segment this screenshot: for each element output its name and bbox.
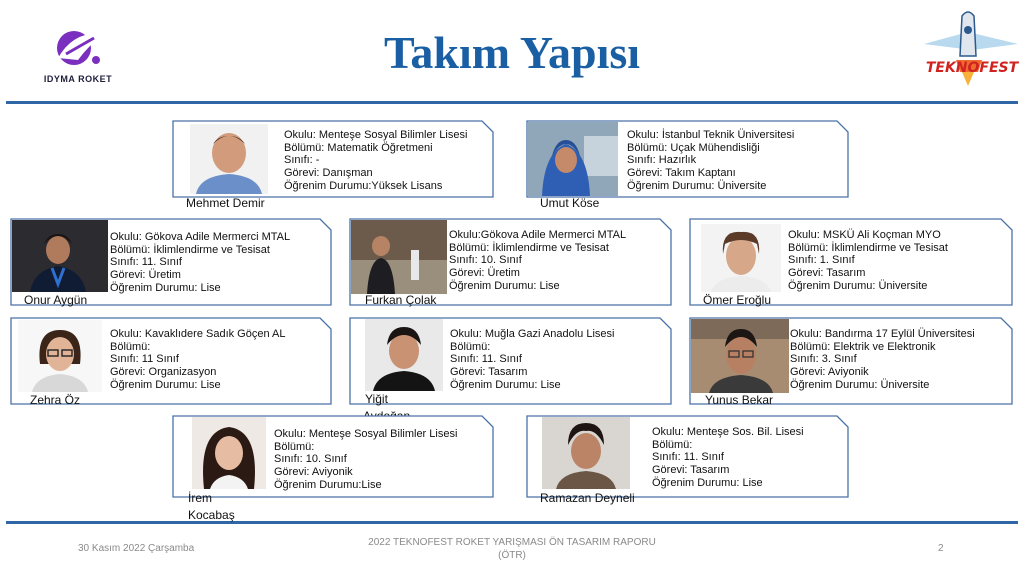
member-photo: [351, 220, 447, 294]
member-photo: [18, 320, 102, 392]
right-logo-text: TEKNOFEST: [925, 60, 1019, 76]
member-card: [526, 415, 849, 505]
member-card: [10, 317, 332, 405]
slide-title: Takım Yapısı: [383, 27, 641, 78]
member-card: [172, 415, 494, 522]
member-photo: [701, 224, 781, 292]
header-divider: [6, 101, 1018, 104]
teknofest-logo: [922, 10, 1020, 90]
teknofest-rocket-icon: [922, 10, 1020, 90]
member-name: Furkan Çolak: [365, 293, 437, 307]
member-name: Mehmet Demir: [186, 196, 265, 210]
member-card: [526, 120, 849, 210]
member-info: Okulu: Menteşe Sos. Bil. Lisesi Bölümü: Sınıfı: 11. Sınıf Görevi: Tasarım Öğrenim Durumu: Lise: [652, 426, 804, 489]
member-card: [689, 218, 1013, 306]
member-card: [349, 317, 672, 405]
member-card: [689, 317, 1013, 405]
member-name: İrem: [188, 491, 212, 505]
member-photo: [691, 319, 789, 393]
member-info: Okulu: Gökova Adile Mermerci MTAL Bölümü: İklimlendirme ve Tesisat Sınıfı: 11. Sınıf Görevi: Üretim Öğrenim Durumu: Lise: [110, 231, 291, 294]
member-name: Yiğit: [365, 392, 388, 406]
member-photo: [542, 417, 630, 489]
member-name: Zehra Öz: [30, 393, 81, 407]
member-card: [349, 218, 672, 306]
footer-date: 30 Kasım 2022 Çarşamba: [78, 543, 195, 554]
left-logo-text: IDYMA ROKET: [43, 74, 113, 84]
member-card: [10, 218, 332, 306]
member-photo: [528, 122, 618, 196]
member-info: Okulu: Kavaklıdere Sadık Göçen AL Bölümü: Sınıfı: 11 Sınıf Görevi: Organizasyon Öğrenim Durumu: Lise: [110, 328, 286, 391]
member-name: Onur Aygün: [24, 293, 88, 307]
member-photo: [192, 417, 266, 489]
member-name: Umut Köse: [540, 196, 600, 210]
footer-report-title: 2022 TEKNOFEST ROKET YARIŞMASI ÖN TASARIM RAPORU (ÖTR): [368, 537, 656, 561]
member-photo: [190, 124, 268, 194]
idyma-roket-logo: [38, 24, 118, 88]
member-photo: [365, 319, 443, 391]
member-info: Okulu: MSKÜ Ali Koçman MYO Bölümü: İklimlendirme ve Tesisat Sınıfı: 1. Sınıf Görevi: Tasarım Öğrenim Durumu: Üniversite: [788, 229, 948, 292]
member-name: Ömer Eroğlu: [703, 293, 772, 307]
member-info: Okulu: Bandırma 17 Eylül Üniversitesi Bölümü: Elektrik ve Elektronik Sınıfı: 3. Sınıf Görevi: Aviyonik Öğrenim Durumu: Üniversite: [790, 328, 975, 391]
member-info: Okulu: Menteşe Sosyal Bilimler Lisesi Bölümü: Matematik Öğretmeni Sınıfı: - Görevi: Danışman Öğrenim Durumu:Yüksek Lisans: [284, 129, 468, 192]
member-card: [172, 120, 494, 210]
member-name-surname: Kocabaş: [188, 508, 235, 522]
page-number: 2: [938, 543, 944, 554]
member-photo: [12, 220, 108, 292]
member-name: Ramazan Deyneli: [540, 491, 635, 505]
member-info: Okulu: Muğla Gazi Anadolu Lisesi Bölümü: Sınıfı: 11. Sınıf Görevi: Tasarım Öğrenim Durumu: Lise: [450, 328, 615, 391]
footer-divider: [6, 521, 1018, 524]
rocket-logo-icon: [38, 24, 118, 74]
member-info: Okulu: Menteşe Sosyal Bilimler Lisesi Bölümü: Sınıfı: 10. Sınıf Görevi: Aviyonik Öğrenim Durumu:Lise: [274, 428, 458, 491]
member-name: Yunus Bekar: [705, 393, 774, 407]
member-info: Okulu:Gökova Adile Mermerci MTAL Bölümü: İklimlendirme ve Tesisat Sınıfı: 10. Sınıf Görevi: Üretim Öğrenim Durumu: Lise: [449, 229, 627, 292]
member-info: Okulu: İstanbul Teknik Üniversitesi Bölümü: Uçak Mühendisliği Sınıfı: Hazırlık Görevi: Takım Kaptanı Öğrenim Durumu: Üniversite: [627, 129, 795, 192]
